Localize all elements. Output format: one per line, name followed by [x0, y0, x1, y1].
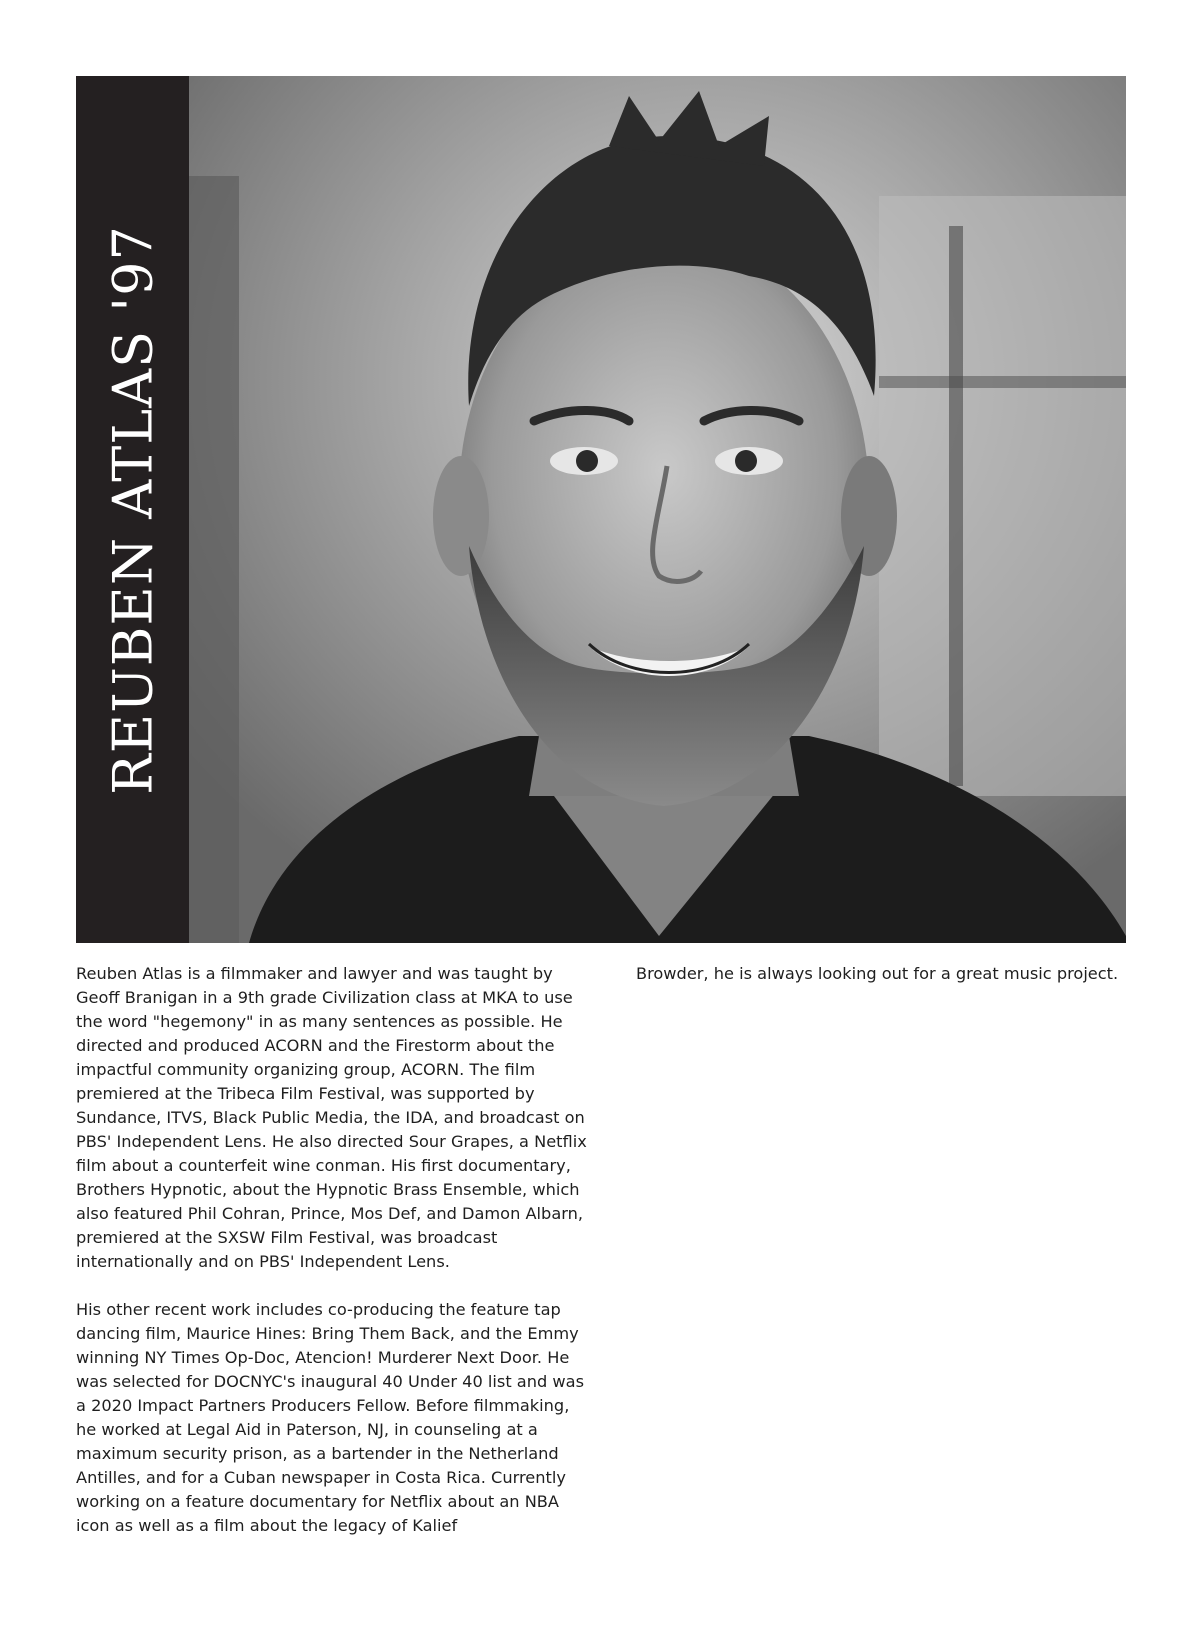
portrait-photo [189, 76, 1126, 943]
bio-section [76, 962, 1126, 1562]
bio-paragraph: Reuben Atlas is a filmmaker and lawyer and was taught by Geoff Branigan in a 9th grade Civilization class at MKA to use the word "hegemony" in as many sentences as possible. He directed and produced ACORN and the Firestorm about the impactful community organizing group, ACORN. The film premiered at the Tribeca Film Festival, was supported by Sundance, ITVS, Black Public Media, the IDA, and broadcast on PBS' Independent Lens. He also directed Sour Grapes, a Netflix film about a counterfeit wine conman. His first documentary, Brothers Hypnotic, about the Hypnotic Brass Ensemble, which also featured Phil Cohran, Prince, Mos Def, and Damon Albarn, premiered at the SXSW Film Festival, was broadcast internationally and on PBS' Independent Lens. [76, 964, 587, 1271]
hero-section [76, 76, 1126, 943]
bio-column-left [76, 962, 591, 1562]
portrait-illustration [189, 76, 1126, 943]
bio-paragraph: His other recent work includes co-producing the feature tap dancing film, Maurice Hines: Bring Them Back, and the Emmy winning NY Times Op-Doc, Atencion! Murderer Next Door. He was selected for DOCNYC's inaugural 40 Under 40 list and was a 2020 Impact Partners Producers Fellow. Before filmmaking, he worked at Legal Aid in Paterson, NJ, in counseling at a maximum security prison, as a bartender in the Netherland Antilles, and for a Cuban newspaper in Costa Rica. Currently working on a feature documentary for Netflix about an NBA icon as well as a film about the legacy of Kalief [76, 1300, 585, 1535]
bio-column-right [636, 962, 1126, 1562]
profile-name: REUBEN ATLAS '97 [101, 224, 164, 795]
name-band [76, 76, 189, 943]
bio-paragraph: Browder, he is always looking out for a great music project. [636, 964, 1119, 983]
